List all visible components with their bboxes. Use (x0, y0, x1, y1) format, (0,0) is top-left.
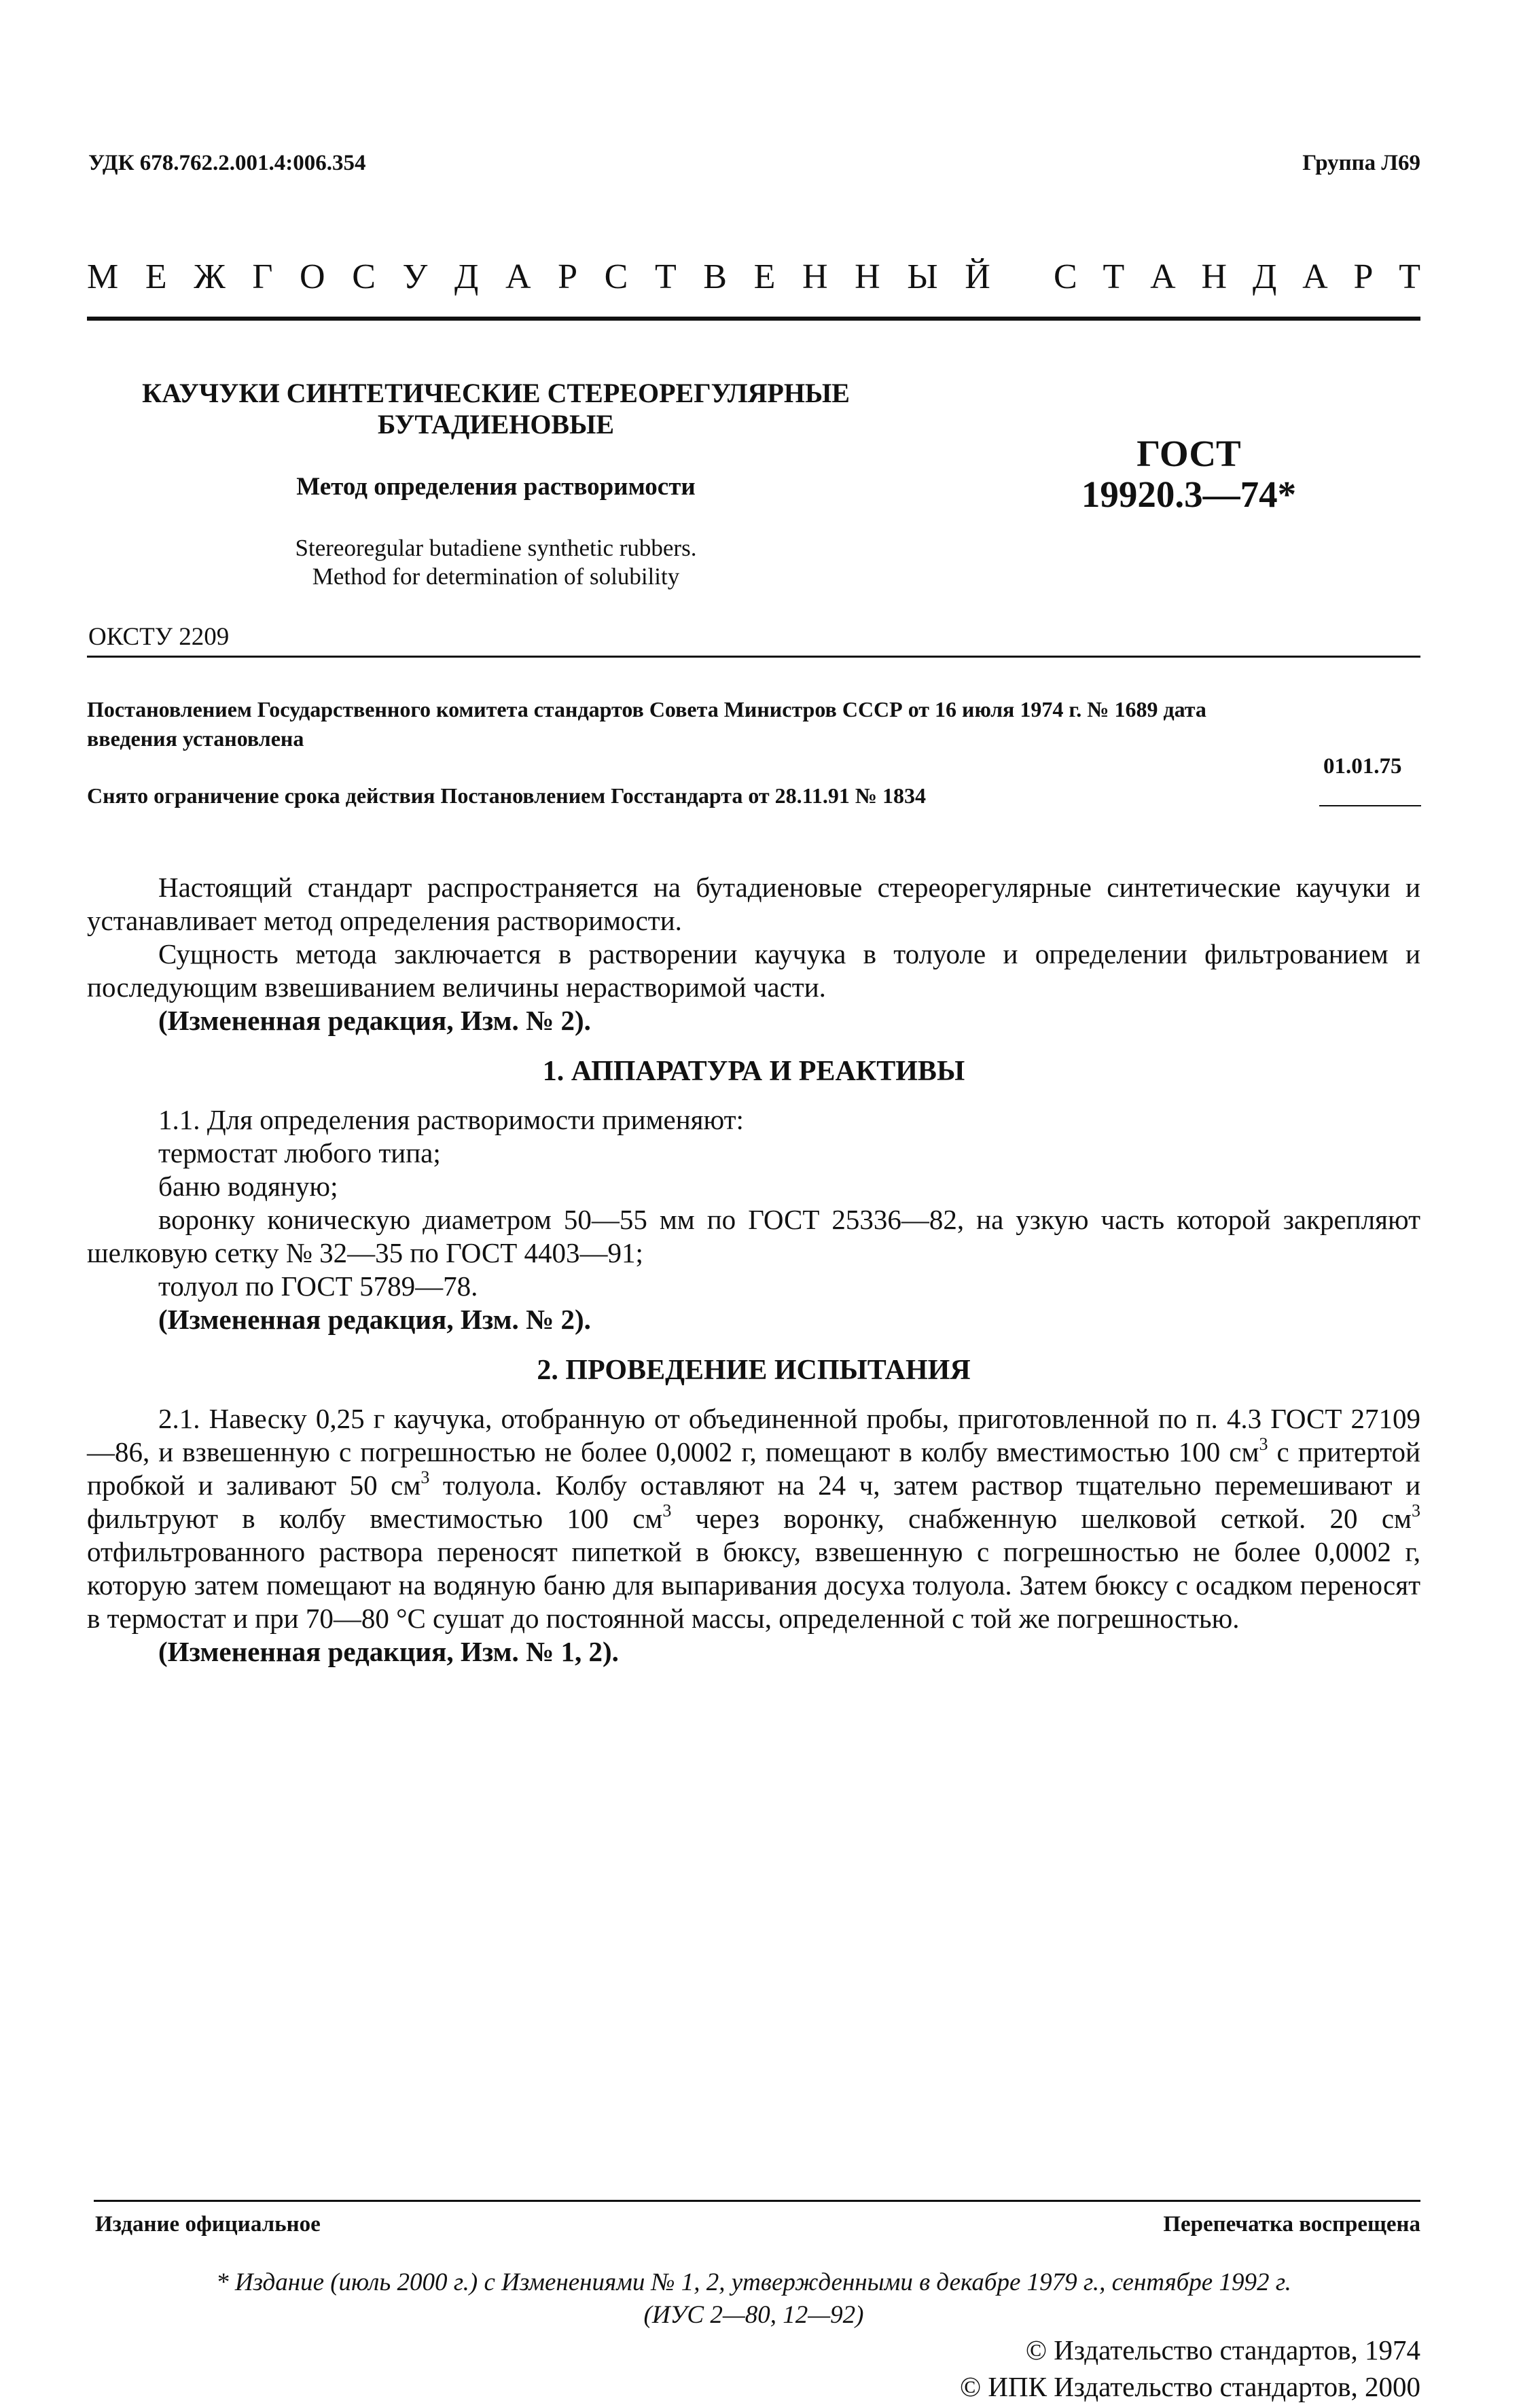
banner-letter: У (402, 257, 428, 296)
title-rule (87, 656, 1420, 658)
equipment-item-toluene: толуол по ГОСТ 5789—78. (158, 1270, 478, 1302)
copyright-2000: © ИПК Издательство стандартов, 2000 (959, 2371, 1420, 2402)
section-2-amendment: (Измененная редакция, Изм. № 1, 2). (158, 1636, 619, 1667)
banner-letter: Р (558, 257, 578, 296)
udk-code: УДК 678.762.2.001.4:006.354 (88, 151, 366, 175)
method-title: Метод определения растворимости (296, 473, 696, 501)
intro-amendment: (Измененная редакция, Изм. № 2). (158, 1005, 591, 1036)
banner-letter: В (703, 257, 727, 296)
header-rule (87, 317, 1420, 321)
banner-letter: Н (1201, 257, 1228, 296)
banner-letter: Т (1399, 257, 1420, 296)
banner-letter: Р (1353, 257, 1374, 296)
superscript-3: 3 (662, 1501, 672, 1521)
banner-letter: А (505, 257, 531, 296)
equipment-item-thermostat: термостат любого типа; (158, 1137, 441, 1169)
section-2-clause-1: 2.1. Навеску 0,25 г каучука, отобранную от объединенной пробы, приготовленной по п. 4.3 ГОСТ 27109—86, и взвешенную с погрешностью не более 0,0002 г, помещают в колбу вместимостью 100 $см^3$ с притертой пробкой и заливают 50 $см^3$ толуола. Колбу оставляют на 24 ч, затем раствор тщательно перемешивают и фильтруют в колбу вместимостью 100 $см^3$ через воронку, снабженную шелковой сеткой. 20 $см^3$ отфильтрованного раствора переносят пипеткой в бюксу, взвешенную с погрешностью не более 0,0002 г, которую затем помещают на водяную баню для выпаривания досуха толуола. Затем бюксу с осадком переносят в термостат и при 70—80 °С сушат до постоянной массы, определенной с той же погрешностью. (87, 1403, 1421, 1634)
section-1-heading: 1. АППАРАТУРА И РЕАКТИВЫ (542, 1056, 965, 1087)
edition-note-line-2: (ИУС 2—80, 12—92) (643, 2301, 864, 2329)
section-1-amendment: (Измененная редакция, Изм. № 2). (158, 1304, 591, 1335)
intro-paragraph-1: Настоящий стандарт распространяется на бутадиеновые стереорегулярные синтетические каучуки и устанавливает метод определения растворимости. (87, 872, 1420, 936)
footer-rule (94, 2200, 1420, 2202)
banner-letter: С (1054, 257, 1077, 296)
gost-number: 19920.3—74* (1081, 474, 1297, 515)
document-body (87, 871, 1420, 1669)
decree-line-1: Постановлением Государственного комитета стандартов Совета Министров СССР от 16 июля 1974 г. № 1689 дата (87, 697, 1206, 722)
intro-paragraph-2: Сущность метода заключается в растворении каучука в толуоле и определении фильтрованием и последующим взвешиванием величины нерастворимой части. (87, 938, 1420, 1003)
superscript-3: 3 (1259, 1434, 1268, 1455)
edition-note-line-1: * Издание (июль 2000 г.) с Изменениями № 1, 2, утвержденными в декабре 1979 г., сентябре 1992 г. (216, 2268, 1291, 2296)
limitation-note: Снято ограничение срока действия Постановлением Госстандарта от 28.11.91 № 1834 (87, 783, 927, 808)
section-1-clause-1: 1.1. Для определения растворимости применяют: (158, 1104, 744, 1135)
group-code: Группа Л69 (1302, 151, 1420, 175)
equipment-item-funnel: воронку коническую диаметром 50—55 мм по ГОСТ 25336—82, на узкую часть которой закрепляют шелковую сетку № 32—35 по ГОСТ 4403—91; (87, 1204, 1420, 1268)
official-edition: Издание официальное (95, 2212, 321, 2237)
banner-letter: Й (965, 257, 990, 296)
banner-letter: Т (1103, 257, 1125, 296)
banner-letter: Н (802, 257, 828, 296)
copyright-1974: © Издательство стандартов, 1974 (1025, 2334, 1420, 2366)
gost-label: ГОСТ (1136, 433, 1241, 474)
superscript-3: 3 (1412, 1501, 1420, 1521)
banner-letter: А (1302, 257, 1328, 296)
banner-interstate (87, 257, 990, 298)
introduction-date: 01.01.75 (1323, 754, 1402, 779)
title-line-2: БУТАДИЕНОВЫЕ (377, 409, 615, 440)
banner-letter: Ж (194, 257, 226, 296)
banner-letter: Н (855, 257, 880, 296)
banner-letter: О (300, 257, 325, 296)
banner-letter: Д (454, 257, 479, 296)
standard-banner (87, 257, 1420, 298)
banner-letter: Е (753, 257, 776, 296)
banner-letter: С (352, 257, 376, 296)
english-title-line-2: Method for determination of solubility (312, 563, 680, 590)
title-line-1: КАУЧУКИ СИНТЕТИЧЕСКИЕ СТЕРЕОРЕГУЛЯРНЫЕ (142, 378, 850, 408)
reprint-prohibited: Перепечатка воспрещена (1163, 2212, 1420, 2237)
equipment-item-water-bath: баню водяную; (158, 1171, 338, 1202)
banner-letter: М (87, 257, 119, 296)
banner-letter: С (604, 257, 628, 296)
english-title-line-1: Stereoregular butadiene synthetic rubbers. (295, 535, 697, 561)
section-2-heading: 2. ПРОВЕДЕНИЕ ИСПЫТАНИЯ (537, 1355, 971, 1386)
banner-letter: Ы (907, 257, 938, 296)
banner-letter: Е (145, 257, 167, 296)
superscript-3: 3 (420, 1467, 430, 1488)
okstu-code: ОКСТУ 2209 (88, 623, 230, 651)
decree-line-2: введения установлена (87, 726, 304, 751)
banner-letter: А (1150, 257, 1176, 296)
banner-standard (1054, 257, 1420, 298)
banner-letter: Г (252, 257, 273, 296)
banner-letter: Д (1252, 257, 1277, 296)
banner-letter: Т (654, 257, 677, 296)
